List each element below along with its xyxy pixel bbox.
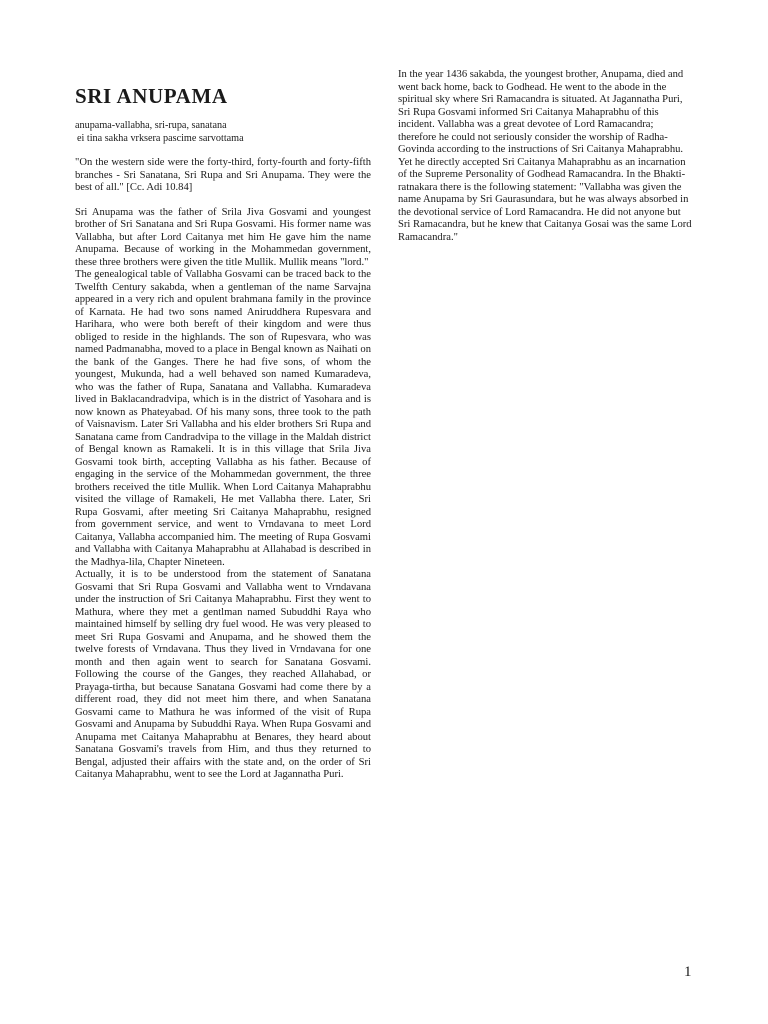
verse-line: anupama-vallabha, sri-rupa, sanatana xyxy=(75,120,227,131)
left-column xyxy=(75,84,371,782)
body-paragraph: Actually, it is to be understood from the statement of Sanatana Gosvami that Sri Rupa Gosvami and Vallabha went to Vrndavana under the instruction of Sri Caitanya Mahaprabhu. First they went to Mathura, where they met a gentlman named Subuddhi Raya who maintained himself by selling dry fuel wood. He was very pleased to meet Sri Rupa Gosvami and Anupama, and he showed them the twelve forests of Vrndavana. Thus they lived in Vrndavana for one month and then again went to search for Sanatana Gosvami. Following the course of the Ganges, they reached Allahabad, or Prayaga-tirtha, but because Sanatana Gosvami had come there by a different road, they did not meet him there, and when Sanatana Gosvami came to Mathura he was informed of the visit of Rupa Gosvami and Anupama by Subuddhi Raya. When Rupa Gosvami and Anupama met Caitanya Mahaprabhu at Benares, they heard about Sanatana Gosvami's travels from Him, and thus they returned to Bengal, adjusted their affairs with the state and, on the order of Sri Caitanya Mahaprabhu, went to see the Lord at Jagannatha Puri. xyxy=(75,569,371,780)
page-title: SRI ANUPAMA xyxy=(75,84,228,108)
verse-line: ei tina sakha vrksera pascime sarvottama xyxy=(77,132,244,144)
body-paragraph: The genealogical table of Vallabha Gosvami can be traced back to the Twelfth Century sakabda, when a gentleman of the name Sarvajna appeared in a very rich and opulent brahmana family in the province of Karnata. He had two sons named Aniruddhera Rupesvara and Harihara, who were both bereft of their kingdom and were thus obliged to reside in the highlands. The son of Rupesvara, who was named Padmanabha, moved to a place in Bengal known as Naihati on the bank of the Ganges. There he had five sons, of whom the youngest, Mukunda, had a well behaved son named Kumaradeva, who was the father of Rupa, Sanatana and Vallabha. Kumaradeva lived in Baklacandradvipa, which is in the district of Yasohara and is now known as Phateyabad. Of his many sons, three took to the path of Vaisnavism. Later Sri Vallabha and his elder brothers Sri Rupa and Sanatana came from Candradvipa to the village in the Maldah district of Bengal known as Ramakeli. It is in this village that Srila Jiva Gosvami took birth, accepting Vallabha as his father. Because of engaging in the service of the Mohammedan government, the three brothers received the title Mullik. When Lord Caitanya Mahaprabhu visited the village of Ramakeli, He met Vallabha there. Later, Sri Rupa Gosvami, after meeting Sri Caitanya Mahaprabhu, resigned from government service, and went to Vrndavana to meet Lord Caitanya, Vallabha accompanied him. The meeting of Rupa Gosvami and Vallabha with Caitanya Mahaprabhu at Allahabad is described in the Madhya-lila, Chapter Nineteen. xyxy=(75,269,371,568)
verse-block xyxy=(75,120,371,145)
right-column xyxy=(398,69,694,244)
page-number: 1 xyxy=(684,964,692,980)
verse-translation: "On the western side were the forty-third, forty-fourth and forty-fifth branches - Sri Sanatana, Sri Rupa and Sri Anupama. They were the best of all." [Cc. Adi 10.84] xyxy=(75,157,371,193)
body-paragraph: Sri Anupama was the father of Srila Jiva Gosvami and youngest brother of Sri Sanatana and Sri Rupa Gosvami. His former name was Vallabha, but after Lord Caitanya met him He gave him the name Anupama. Because of working in the Mohammedan government, these three brothers were given the title Mullik. Mullik means "lord." xyxy=(75,206,371,268)
body-paragraph: In the year 1436 sakabda, the youngest brother, Anupama, died and went back home, back to Godhead. He went to the abode in the spiritual sky where Sri Ramacandra is situated. At Jagannatha Puri, Sri Rupa Gosvami informed Sri Caitanya Mahaprabhu of this incident. Vallabha was a great devotee of Lord Ramacandra; therefore he could not seriously consider the worship of Radha-Govinda according to the instructions of Sri Caitanya Mahaprabhu. Yet he directly accepted Sri Caitanya Mahaprabhu as an incarnation of the Supreme Personality of Godhead Ramacandra. In the Bhakti-ratnakara there is the following statement: "Vallabha was given the name Anupama by Sri Gaurasundara, but he was always absorbed in the devotional service of Lord Ramacandra. He did not anyone but Sri Ramacandra, but he knew that Caitanya Gosai was the same Lord Ramacandra." xyxy=(398,69,692,243)
